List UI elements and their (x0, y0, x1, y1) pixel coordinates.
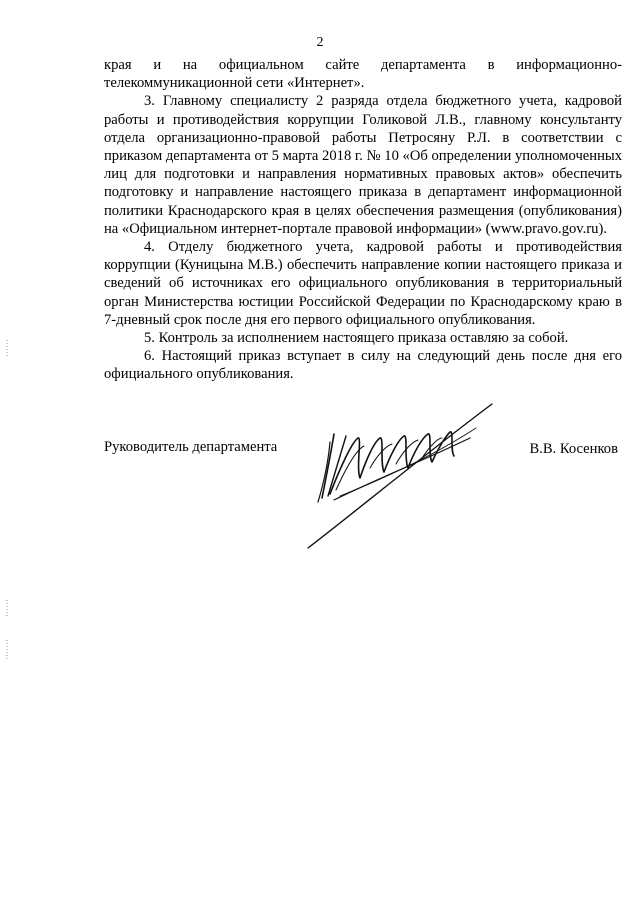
scan-margin-marks (4, 0, 10, 905)
paragraph-1: края и на официальном сайте департамента в информационно-телекоммуникационной сети «Интернет». (104, 57, 622, 92)
paragraph-3: 4. Отделу бюджетного учета, кадровой работы и противодействия коррупции (Куницына М.В.) обеспечить направление копии настоящего приказа и сведений об источниках его официального опубликования в территориальный орган Министерства юстиции Российской Федерации по Краснодарскому краю в 7-дневный срок после дня его первого официального опубликования. (104, 239, 622, 328)
signatory-role: Руководитель департамента (104, 439, 278, 455)
paragraph-4: 5. Контроль за исполнением настоящего приказа оставляю за собой. (144, 330, 569, 347)
page-number: 2 (316, 35, 324, 50)
document-body (104, 56, 622, 384)
signatory-name: В.В. Косенков (529, 441, 618, 457)
paragraph-2: 3. Главному специалисту 2 разряда отдела бюджетного учета, кадровой работы и противодействия коррупции Голиковой Л.В., главному консультанту отдела организационно-правовой работы Петросяну Р.Л. в соответствии с приказом департамента от 5 марта 2018 г. № 10 «Об определении уполномоченных лиц для подготовки и направления нормативных правовых актов» обеспечить подготовку и направление настоящего приказа в департамент информационной политики Краснодарского края в целях обеспечения размещения (опубликования) на «Официальном интернет-портале правовой информации» (www.pravo.gov.ru). (104, 93, 622, 237)
paragraph-5: 6. Настоящий приказ вступает в силу на следующий день после дня его официального опубликования. (104, 348, 622, 383)
handwritten-signature (300, 398, 500, 553)
